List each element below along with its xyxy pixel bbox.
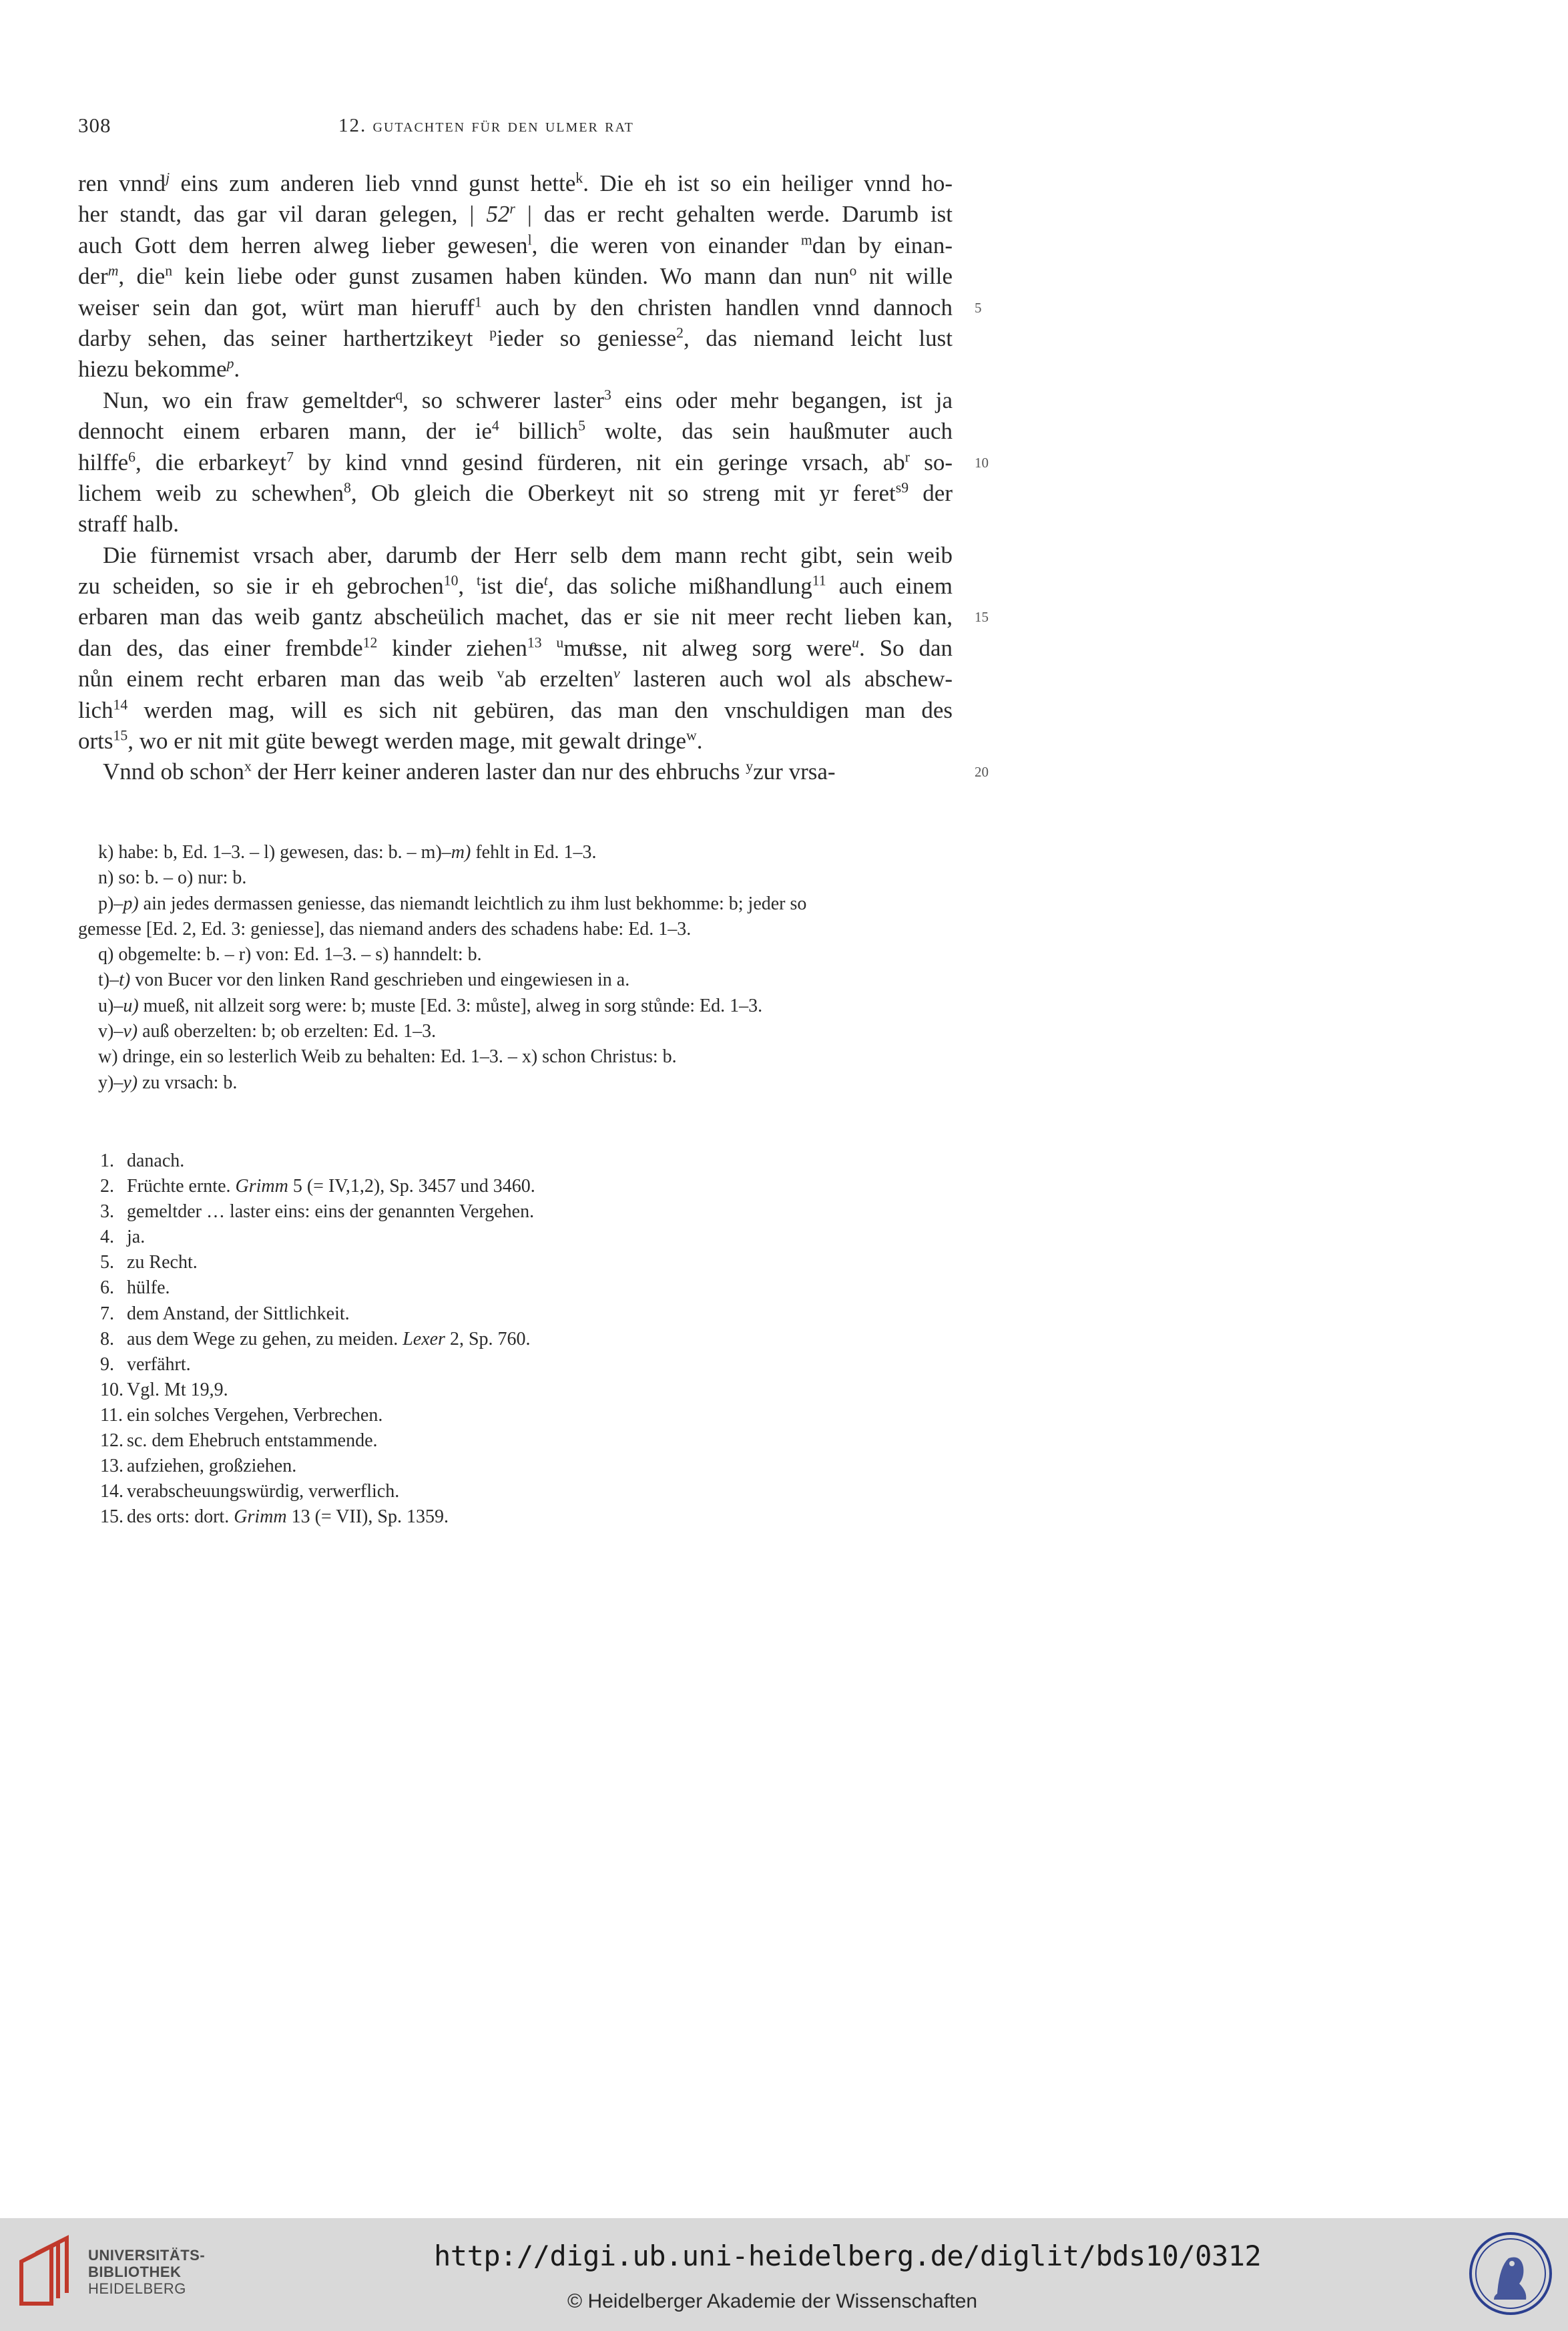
footnote-text: gemeltder … laster eins: eins der genannten Vergehen. (127, 1201, 535, 1223)
text-line-content: zu scheiden, so sie ir eh gebrochen$^{10}$, $^t$ist die$^t$, das soliche mißhandlung$^{11}$ auch einem (78, 572, 953, 600)
apparatus-note: w) dringe, ein so lesterlich Weib zu behalten: Ed. 1–3. – x) schon Christus: b. (98, 1046, 677, 1068)
copyright-text: © Heidelberger Akademie der Wissenschaften (567, 2290, 978, 2312)
footnote-number: 9. (100, 1353, 114, 1375)
line-number: 10 (975, 454, 989, 471)
text-line-content: lichem weib zu schewhen$^8$, Ob gleich die Oberkeyt nit so streng mit yr feret$^{s9}$ der (78, 479, 953, 506)
footnote-number: 8. (100, 1328, 114, 1349)
university-seal-icon (1467, 2230, 1554, 2317)
text-line-content: darby sehen, das seiner harthertzikeyt $^p$ieder so geniesse$^2$, das niemand leicht lust (78, 325, 953, 351)
footnote-text: zu Recht. (127, 1252, 198, 1273)
line-number: 15 (975, 609, 989, 626)
footnote (100, 1504, 901, 1530)
footnote (100, 1275, 901, 1301)
footnote-text: verabscheuungswürdig, verwerflich. (127, 1481, 400, 1502)
footnote-number: 1. (100, 1150, 114, 1171)
footnote-number: 6. (100, 1277, 114, 1299)
text-line (78, 292, 982, 323)
footnote-text: des orts: dort. Grimm 13 (= VII), Sp. 1359. (127, 1506, 449, 1528)
footnote-number: 3. (100, 1201, 114, 1223)
footnote (100, 1301, 901, 1327)
footnote (100, 1428, 901, 1454)
footnote-text: dem Anstand, der Sittlichkeit. (127, 1303, 350, 1324)
apparatus-note: p)–p) ain jedes dermassen geniesse, das niemandt leichtlich zu ihm lust bekhomme: b; jeder so (98, 893, 807, 914)
text-line (78, 633, 953, 664)
text-line-content: her standt, das gar vil daran gelegen, | 52$^r$ | das er recht gehalten werde. Darumb ist (78, 200, 953, 228)
text-line (78, 602, 989, 632)
text-line (78, 571, 953, 602)
footnote-number: 2. (100, 1176, 114, 1197)
text-line-content: lich$^{14}$ werden mag, will es sich nit gebüren, das man den vnschuldigen man des (78, 696, 953, 723)
footnote-text: aufziehen, großziehen. (127, 1456, 297, 1477)
footnote (100, 1174, 901, 1199)
text-line-content: ren vnnd$^j$ eins zum anderen lieb vnnd gunst hette$^k$. Die eh ist so ein heiliger vnnd ho- (78, 170, 953, 196)
text-line (78, 695, 953, 726)
footnote-number: 5. (100, 1252, 114, 1273)
text-line (78, 261, 953, 292)
apparatus-note: y)–y) zu vrsach: b. (98, 1072, 238, 1093)
footnote (100, 1454, 901, 1479)
text-line-content: straff halb. (78, 511, 179, 538)
apparatus-note: gemesse [Ed. 2, Ed. 3: geniesse], das niemand anders des schadens habe: Ed. 1–3. (78, 918, 692, 939)
apparatus-note: v)–v) auß oberzelten: b; ob erzelten: Ed. 1–3. (98, 1021, 437, 1042)
apparatus-note: n) so: b. – o) nur: b. (98, 867, 247, 889)
text-line (78, 664, 953, 694)
footnote-text: aus dem Wege zu gehen, zu meiden. Lexer 2, Sp. 760. (127, 1328, 531, 1349)
text-line (78, 230, 953, 261)
footnotes (100, 1148, 901, 1530)
text-line-content: nůn einem recht erbaren man das weib $^v$ab erzelten$^v$ lasteren auch wol als abschew- (78, 665, 953, 692)
footnote-number: 11. (100, 1404, 123, 1426)
footer-bar (0, 2218, 1568, 2331)
footnote (100, 1479, 901, 1504)
text-line-content: hiezu bekomme$^p$. (78, 355, 240, 383)
permalink-url[interactable]: http://digi.ub.uni-heidelberg.de/diglit/bds10/0312 (434, 2240, 1262, 2272)
text-line-content: der$^m$, die$^n$ kein liebe oder gunst zusamen haben künden. Wo mann dan nun$^o$ nit wille (78, 262, 953, 290)
footnote-number: 7. (100, 1303, 114, 1324)
footnote (100, 1327, 901, 1352)
footnote-number: 4. (100, 1227, 114, 1248)
footnote (100, 1403, 901, 1428)
page-number: 308 (78, 114, 111, 137)
text-line (78, 385, 953, 416)
footnote (100, 1250, 901, 1275)
footnote-number: 12. (100, 1430, 123, 1452)
text-line (78, 168, 953, 199)
text-line (78, 540, 953, 571)
footnote-text: Vgl. Mt 19,9. (127, 1379, 228, 1400)
footnote-number: 13. (100, 1456, 123, 1477)
library-logo-icon (15, 2232, 81, 2312)
footnote-number: 14. (100, 1481, 123, 1502)
text-line (78, 199, 953, 230)
footnote-text: hülfe. (127, 1277, 170, 1299)
text-line-content: weiser sein dan got, würt man hieruff$^1$ auch by den christen handlen vnnd dannoch (78, 293, 953, 321)
text-line (78, 447, 989, 478)
library-name: UNIVERSITÄTS- BIBLIOTHEK HEIDELBERG (88, 2247, 206, 2297)
text-line-content: dennocht einem erbaren mann, der $ie^4$ billich$^5$ wolte, das sein haußmuter auch (78, 417, 953, 445)
footnote-text: ein solches Vergehen, Verbrechen. (127, 1404, 383, 1426)
text-line (78, 726, 953, 757)
footnote-text: verfährt. (127, 1353, 191, 1375)
text-line (78, 478, 953, 509)
line-number: 20 (975, 764, 989, 781)
footnote-number: 15. (100, 1506, 123, 1528)
text-line-content: erbaren man das weib gantz abscheülich machet, das er sie nit meer recht lieben kan, (78, 604, 953, 630)
footnote (100, 1199, 901, 1225)
footnote-number: 10. (100, 1379, 123, 1400)
text-line (78, 354, 953, 385)
text-line-content: Die fürnemist vrsach aber, darumb der Herr selb dem mann recht gibt, sein weib (103, 542, 953, 568)
textual-apparatus (78, 840, 973, 1096)
main-text (78, 168, 989, 788)
footnote-text: Früchte ernte. Grimm 5 (= IV,1,2), Sp. 3457 und 3460. (127, 1176, 535, 1197)
footnote (100, 1378, 901, 1403)
footnote-text: ja. (127, 1227, 146, 1248)
apparatus-note: q) obgemelte: b. – r) von: Ed. 1–3. – s) hanndelt: b. (98, 944, 482, 966)
text-line-content: hilffe$^6$, die erbarkeyt$^7$ by kind vnnd gesind fürderen, nit ein geringe vrsach, $ab^r$ so- (78, 448, 953, 475)
apparatus-note: k) habe: b, Ed. 1–3. – l) gewesen, das: b. – m)–m) fehlt in Ed. 1–3. (98, 842, 597, 863)
footnote (100, 1148, 901, 1174)
apparatus-note: u)–u) mueß, nit allzeit sorg were: b; muste [Ed. 3: můste], alweg in sorg stůnde: Ed. 1–3. (98, 995, 763, 1016)
apparatus-note: t)–t) von Bucer vor den linken Rand geschrieben und eingewiesen in a. (98, 970, 630, 991)
text-line (78, 757, 989, 787)
text-line-content: auch Gott dem herren alweg lieber gewesen$^l$, die weren von einander $^m$dan by einan- (78, 232, 953, 258)
running-head: 12. gutachten für den ulmer rat (338, 115, 634, 136)
text-line (78, 323, 953, 354)
line-number: 5 (975, 299, 982, 316)
page-header (78, 107, 953, 147)
text-line-content: dan des, das einer frembde$^{12}$ kinder ziehen$^{13}$ $^u$mu​ͤsse, nit alweg sorg were$^u$. So dan (78, 634, 953, 661)
text-line (78, 509, 953, 540)
text-line-content: orts$^{15}$, wo er nit mit güte bewegt werden mage, mit gewalt dringe$^w$. (78, 727, 703, 755)
footnote (100, 1352, 901, 1378)
footnote-text: danach. (127, 1150, 185, 1171)
text-line (78, 416, 953, 447)
footnote-text: sc. dem Ehebruch entstammende. (127, 1430, 378, 1452)
text-line-content: Nun, wo ein fraw gemeltder$^q$, so schwerer laster$^3$ eins oder mehr begangen, ist ja (103, 387, 953, 413)
footnote (100, 1225, 901, 1250)
text-line-content: Vnnd ob schon$^x$ der Herr keiner anderen laster dan nur des ehbruchs $^y$zur vrsa- (103, 758, 836, 785)
